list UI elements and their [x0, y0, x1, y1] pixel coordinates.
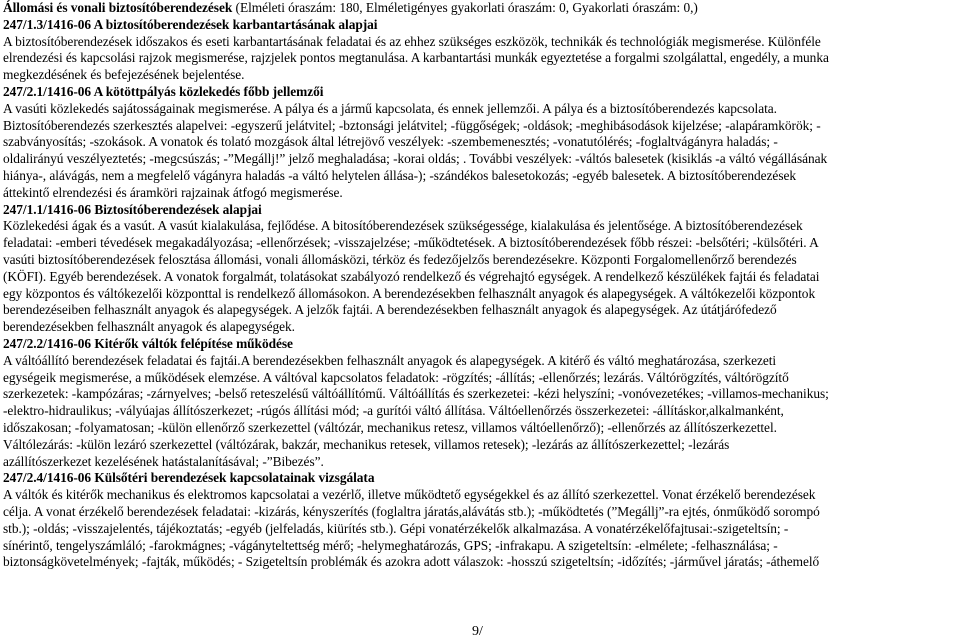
paragraph-line: feladatai: -emberi tévedések megakadályozása; -ellenőrzések; -visszajelzése; -működtetések. A biztosítóberendezések főbb részei: -belsőtéri; -külsőtéri. A	[3, 235, 819, 251]
paragraph-line: Közlekedési ágak és a vasút. A vasút kialakulása, fejlődése. A bitosítóberendezések szükségessége, kialakulása és jelentősége. A biztosítóberendezések	[3, 218, 803, 234]
paragraph-line: biztonságkövetelmények; -fajták, működés; - Szigeteltsín problémák és azokra adott válaszok: -hosszú szigeteltsín; -időzítés; -járművel járatás; -áthemelő	[3, 554, 820, 570]
paragraph-line: (KÖFI). Egyéb berendezések. A vonatok forgalmát, tolatásokat szabályozó rendelkező és végrehajtó egységek. A rendelkező készülékek fajtái és feladatai	[3, 268, 820, 284]
paragraph-line: A váltók és kitérők mechanikus és elektromos kapcsolatai a vezérlő, illetve működtető egységekkel és az állító szerkezettel. Vonat érzékelő berendezések	[3, 487, 816, 503]
paragraph-line: vasúti biztosítóberendezések felosztása állomási, vonali állomásközi, térköz és fedezőjelzős berendezésekre. Központi Forgalomellenőrző berendezés	[3, 251, 797, 267]
paragraph-line: elrendezési és kapcsolási rajzok megismerése, rajzjelek pontos megtanulása. A karbantartási munkák egyeztetése a forgalmi szolgálattal, engedély, a munka	[3, 50, 829, 66]
paragraph-line: stb.); -oldás; -visszajelentés, tájékoztatás; -egyéb (jelfeladás, kiürítés stb.). Gépi vonatérzékelők alkalmazása. A vonatérzékelőfajtusai:-szigeteltsín; -	[3, 520, 789, 536]
document-title-line	[3, 0, 957, 17]
section-heading: 247/2.4/1416-06 Külsőtéri berendezések kapcsolatainak vizsgálata	[3, 470, 375, 486]
paragraph-line: -elektro-hidraulikus; -vályúajas állítószerkezet; -rúgós állítási mód; -a gurítói váltó állítása. Váltóellenőrzés összerkezetei: -állításkor,alkalmanként,	[3, 403, 784, 419]
paragraph-line: egy központos és váltókezelői központtal is rendelkező állomásokon. A berendezésekben felhasznált anyagok és alapegységek. A váltókezelői központok	[3, 285, 816, 301]
document-title-hours: (Elméleti óraszám: 180, Elméletigényes gyakorlati óraszám: 0, Gyakorlati óraszám: 0,)	[232, 0, 698, 15]
paragraph-line: célja. A vonat érzékelő berendezések feladatai: -kizárás, kényszerítés (foglaltra járatás,alávátás stb.); -működtetés (”Megállj”-ra ejtés, ónműködő sorompó	[3, 503, 820, 519]
paragraph-line: A váltóállító berendezések feladatai és fajtái.A berendezésekben felhasznált anyagok és alapegységek. A kitérő és váltó meghatározása, szerkezeti	[3, 352, 777, 368]
paragraph-line: Biztosítóberendezés szerkesztés alapelvei: -egyszerű jelátvitel; -bztonsági jelátvitel; -függőségek; -oldások; -meghibásodások kijelzése; -alapáramkörök; -	[3, 117, 821, 133]
section-heading: 247/2.1/1416-06 A kötöttpályás közlekedés főbb jellemzői	[3, 83, 324, 99]
paragraph-line: megkezdésének és befejezésének bejelentése.	[3, 67, 245, 83]
section-heading: 247/1.3/1416-06 A biztosítóberendezések karbantartásának alapjai	[3, 16, 378, 32]
paragraph-line: áttekintő elrendezési és áramköri rajzainak átfogó megismerése.	[3, 184, 343, 200]
paragraph-line: A biztosítóberendezések időszakos és eseti karbantartásának feladatai és az ehhez szükséges eszközök, technikák és technológiák megismerése. Különféle	[3, 33, 821, 49]
paragraph-line: A vasúti közlekedés sajátosságainak megismerése. A pálya és a jármű kapcsolata, és ennek jellemzői. A pálya és a biztosítóberendezés kapcsolata.	[3, 100, 777, 116]
paragraph-line: berendezéseiben felhasznált anyagok és alapegységek. A jelzők fajtái. A berendezésekben felhasznált anyagok és alapegységek. Az útátjárófedező	[3, 302, 777, 318]
paragraph-line: szabványosítás; -szokások. A vonatok és tolató mozgások által létrejövő veszélyek: -szembemenesztés; -vonatutólérés; -foglaltvágányra haladás; -	[3, 134, 778, 150]
document-title: Állomási és vonali biztosítóberendezések	[3, 0, 233, 15]
paragraph-line: hiánya-, alávágás, nem a megfelelő vágányra haladás -a váltó helytelen állása-); -szándékos balesetokozás; -egyéb balesetek. A biztosítóberendezések	[3, 167, 797, 183]
section-heading: 247/1.1/1416-06 Biztosítóberendezések alapjai	[3, 201, 262, 217]
paragraph-line: egységeik megismerése, a működések elemzése. A váltóval kapcsolatos feladatok: -rögzítés; -állítás; -ellenőrzés; lezárás. Váltórögzítés, váltórögzítő	[3, 369, 789, 385]
paragraph-line: sínérintő, tengelyszámláló; -farokmágnes; -vágányteltettség mérő; -helymeghatározás, GPS; -infrakapu. A szigeteltsín: -elmélete; -felhasználása; -	[3, 537, 778, 553]
section-heading: 247/2.2/1416-06 Kitérők váltók felépítése működése	[3, 335, 293, 351]
paragraph-line: időszakosan; -folyamatosan; -külön ellenőrző szerkezettel (váltózár, mechanikus retesz, villamos váltóellenőrző); -ellenőrzés az állítószerkezettel.	[3, 419, 777, 435]
paragraph-line: oldalirányú veszélyeztetés; -megcsúszás; -”Megállj!” jelző meghaladása; -korai oldás; . További veszélyek: -váltós balesetek (kisiklás -a váltó végállásának	[3, 151, 828, 167]
paragraph-line: Váltólezárás: -külön lezáró szerkezettel (váltózárak, bakzár, mechanikus retesek, villamos retesek); -lezárás az állítószerkezettel; -lezárás	[3, 436, 730, 452]
paragraph-line: berendezésekben felhasznált anyagok és alapegységek.	[3, 319, 295, 335]
page-number: 9/	[472, 624, 483, 639]
paragraph-line: azállítószerkezet kezelésének hatástalanításával; -”Bibezés”.	[3, 453, 324, 469]
document-page	[3, 0, 958, 571]
paragraph-line: szerkezetek: -kampózáras; -zárnyelves; -belső reteszelésű váltóállítómű. Váltóállítás és szerkezetei: -kézi helyszíni; -vonóvezetékes; -villamos-mechanikus;	[3, 386, 829, 402]
